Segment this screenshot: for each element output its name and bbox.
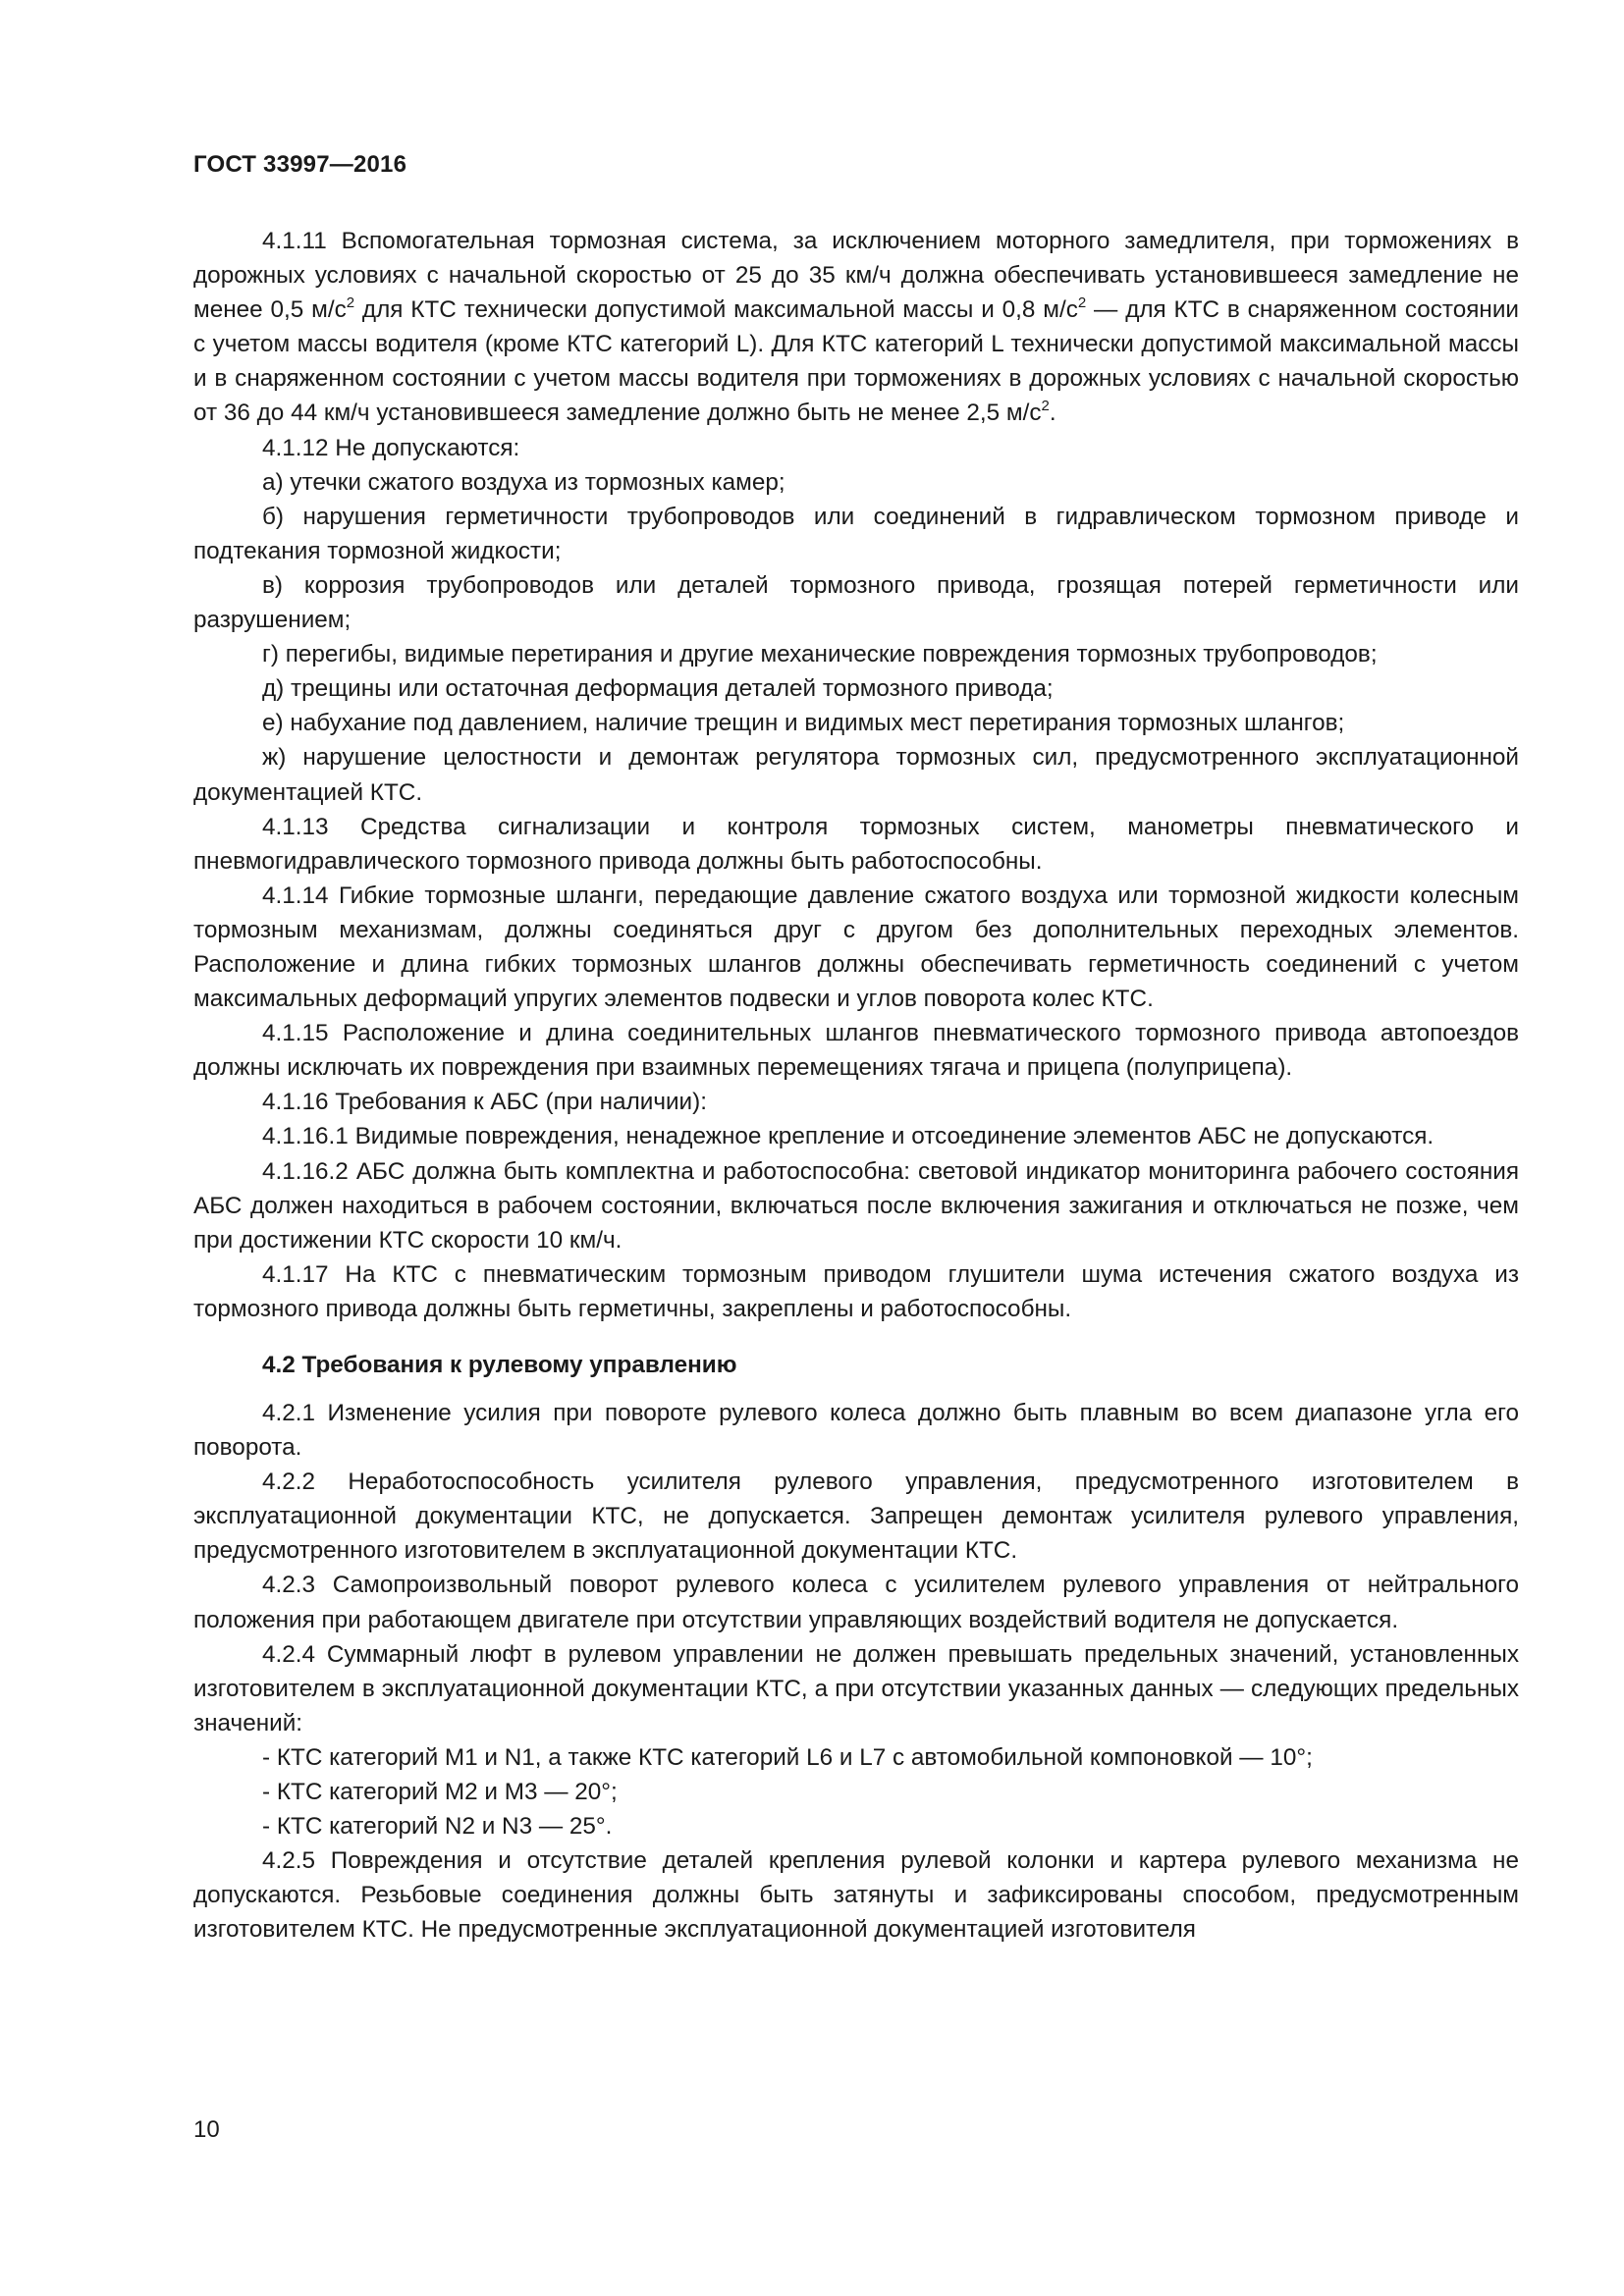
list-item-v: в) коррозия трубопроводов или деталей тормозного привода, грозящая потерей герметичности или разрушением; bbox=[193, 571, 1519, 634]
standard-designation: ГОСТ 33997—2016 bbox=[193, 151, 407, 178]
document-body bbox=[193, 224, 1519, 1948]
paragraph-4-2-4: 4.2.4 Суммарный люфт в рулевом управлении не должен превышать предельных значений, установленных изготовителем в эксплуатационной документации КТС, а при отсутствии указанных данных — следующих предельных значений: bbox=[193, 1640, 1519, 1736]
list-item-a: а) утечки сжатого воздуха из тормозных камер; bbox=[262, 468, 785, 496]
paragraph-4-1-14: 4.1.14 Гибкие тормозные шланги, передающие давление сжатого воздуха или тормозной жидкости колесным тормозным механизмам, должны соединяться друг с другом без дополнительных переходных элементов. Расположение и длина гибких тормозных шлангов должны обеспечивать герметичность соединений с учетом максимальных деформаций упругих элементов подвески и углов поворота колес КТС. bbox=[193, 881, 1519, 1013]
paragraph-4-2-5: 4.2.5 Повреждения и отсутствие деталей крепления рулевой колонки и картера рулевого механизма не допускаются. Резьбовые соединения должны быть затянуты и зафиксированы способом, предусмотренным изготовителем КТС. Не предусмотренные эксплуатационной документацией изготовителя bbox=[193, 1847, 1519, 1944]
paragraph-4-2-2: 4.2.2 Неработоспособность усилителя рулевого управления, предусмотренного изготовителем в эксплуатационной документации КТС, не допускается. Запрещен демонтаж усилителя рулевого управления, предусмотренного изготовителем в эксплуатационной документации КТС. bbox=[193, 1468, 1519, 1565]
list-item-g: г) перегибы, видимые перетирания и другие механические повреждения тормозных трубопроводов; bbox=[262, 641, 1378, 668]
list-item-m1-n1: - КТС категорий M1 и N1, а также КТС категорий L6 и L7 с автомобильной компоновкой — 10°; bbox=[262, 1743, 1313, 1771]
paragraph-4-1-16: 4.1.16 Требования к АБС (при наличии): bbox=[262, 1089, 707, 1116]
section-heading-4-2: 4.2 Требования к рулевому управлению bbox=[262, 1352, 737, 1378]
list-item-e: е) набухание под давлением, наличие трещин и видимых мест перетирания тормозных шлангов; bbox=[262, 710, 1345, 737]
paragraph-4-1-15: 4.1.15 Расположение и длина соединительных шлангов пневматического тормозного привода автопоездов должны исключать их повреждения при взаимных перемещениях тягача и прицепа (полуприцепа). bbox=[193, 1020, 1519, 1082]
paragraph-4-1-13: 4.1.13 Средства сигнализации и контроля тормозных систем, манометры пневматического и пневмогидравлического тормозного привода должны быть работоспособны. bbox=[193, 813, 1519, 875]
paragraph-4-2-3: 4.2.3 Самопроизвольный поворот рулевого колеса с усилителем рулевого управления от нейтрального положения при работающем двигателе при отсутствии управляющих воздействий водителя не допускается. bbox=[193, 1572, 1519, 1633]
list-item-zh: ж) нарушение целостности и демонтаж регулятора тормозных сил, предусмотренного эксплуатационной документацией КТС. bbox=[193, 744, 1519, 806]
list-item-d: д) трещины или остаточная деформация деталей тормозного привода; bbox=[262, 675, 1054, 703]
paragraph-4-1-16-2: 4.1.16.2 АБС должна быть комплектна и работоспособна: световой индикатор мониторинга рабочего состояния АБС должен находиться в рабочем состоянии, включаться после включения зажигания и отключаться не позже, чем при достижении КТС скорости 10 км/ч. bbox=[193, 1157, 1519, 1254]
paragraph-4-1-12: 4.1.12 Не допускаются: bbox=[262, 434, 520, 461]
page-number: 10 bbox=[193, 2116, 220, 2143]
list-item-m2-m3: - КТС категорий M2 и M3 — 20°; bbox=[262, 1779, 618, 1806]
list-item-n2-n3: - КТС категорий N2 и N3 — 25°. bbox=[262, 1813, 613, 1841]
paragraph-4-2-1: 4.2.1 Изменение усилия при повороте рулевого колеса должно быть плавным во всем диапазоне угла его поворота. bbox=[193, 1400, 1519, 1462]
paragraph-4-1-16-1: 4.1.16.1 Видимые повреждения, ненадежное крепление и отсоединение элементов АБС не допускаются. bbox=[262, 1123, 1435, 1150]
paragraph-4-1-17: 4.1.17 На КТС с пневматическим тормозным приводом глушители шума истечения сжатого воздуха из тормозного привода должны быть герметичны, закреплены и работоспособны. bbox=[193, 1260, 1519, 1322]
list-item-b: б) нарушения герметичности трубопроводов или соединений в гидравлическом тормозном приводе и подтекания тормозной жидкости; bbox=[193, 503, 1519, 564]
paragraph-4-1-11: 4.1.11 Вспомогательная тормозная система, за исключением моторного замедлителя, при торможениях в дорожных условиях с начальной скоростью от 25 до 35 км/ч должна обеспечивать установившееся замедление не менее 0,5 $м/с^2$ для КТС технически допустимой максимальной массы и 0,8 $м/с^2$ — для КТС в снаряженном состоянии с учетом массы водителя (кроме КТС категорий L). Для КТС категорий L технически допустимой максимальной массы и в снаряженном состоянии с учетом массы водителя при торможениях в дорожных условиях с начальной скоростью от 36 до 44 км/ч установившееся замедление должно быть не менее 2,5 $м/с^2$. bbox=[193, 228, 1519, 427]
